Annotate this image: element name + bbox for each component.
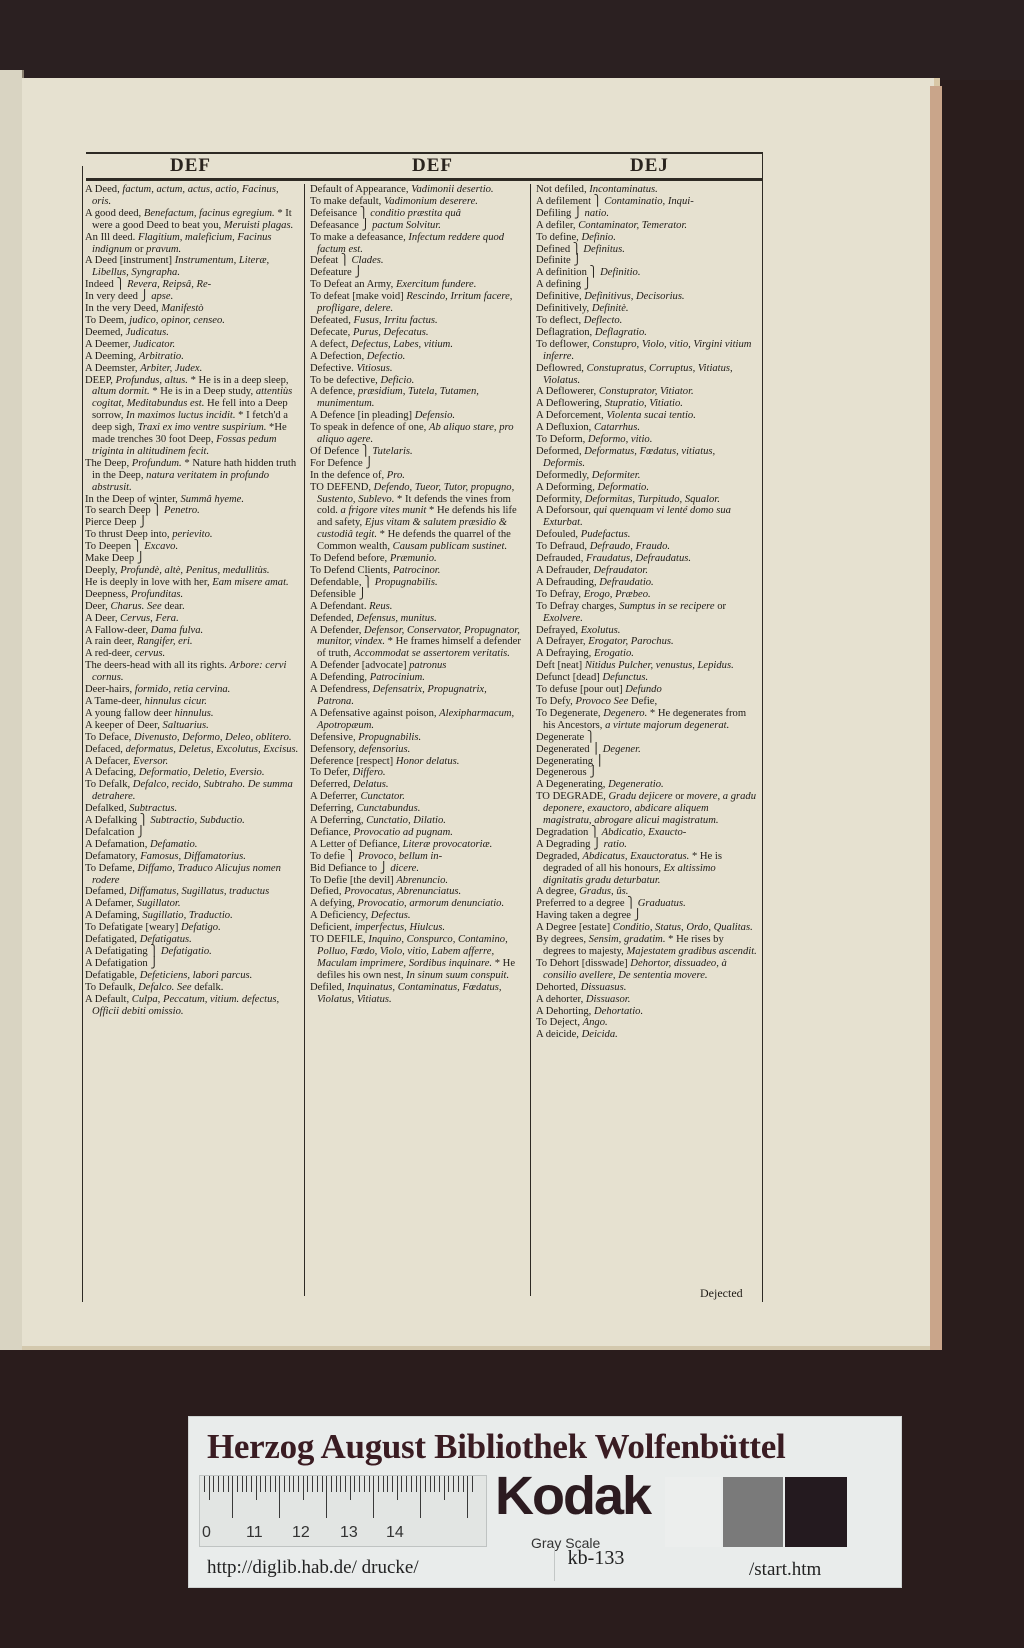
dictionary-entry: Deficient, imperfectus, Hiulcus.: [310, 922, 446, 934]
dictionary-entry: Defrayed, Exolutus.: [536, 624, 621, 636]
ruler-tick: [312, 1476, 313, 1492]
dictionary-entry: To defie ⎫ Provoco, bellum in-: [310, 850, 443, 862]
dictionary-entry: A Defatigating ⎫ Defatigatio.: [85, 946, 212, 957]
dictionary-entry: To Defatigate [weary] Defatigo.: [85, 922, 221, 934]
ruler-tick: [213, 1476, 214, 1492]
dictionary-entry: TO DEFEND, Defendo, Tueor, Tutor, propugno, Sustento, Sublevo. * It defends the vines from cold. a frigore vites munit * He defends his life and safety, Ejus vitam & salutem præsidio & custodiâ tegit. * He defends the quarrel of the Common wealth, Causam publicam sustinet.: [310, 481, 517, 553]
dictionary-entry: Defouled, Pudefactus.: [536, 529, 631, 541]
dictionary-entry: A Degenerating, Degeneratio.: [536, 779, 664, 791]
ruler-tick: [336, 1476, 337, 1492]
dictionary-entry: Defeated, Fusus, Irritu factus.: [310, 314, 438, 326]
dictionary-entry: A good deed, Benefactum, facinus egregium. * It were a good Deed to beat you, Meruisti plagas.: [85, 207, 294, 231]
dictionary-entry: A definition ⎫ Definitio.: [536, 267, 641, 279]
dictionary-entry: Of Defence ⎫ Tutelaris.: [310, 445, 413, 457]
dictionary-entry: Degenerous ⎭: [536, 767, 598, 779]
ruler-tick: [411, 1476, 412, 1492]
dictionary-entry: A Defendant. Reus.: [310, 600, 393, 612]
dictionary-entry: In the Deep of winter, Summâ hyeme.: [85, 493, 245, 505]
dictionary-entry: To Deject, Ango.: [536, 1017, 608, 1029]
dictionary-entry: A Defender [advocate] patronus: [310, 660, 447, 672]
dictionary-entry: Defaced, deformatus, Deletus, Excolutus, Excisus.: [85, 743, 299, 755]
dictionary-entry: Defalked, Subtractus.: [85, 803, 178, 815]
ruler-tick: [289, 1476, 290, 1492]
dictionary-entry: Defeature ⎭: [310, 267, 363, 279]
dictionary-entry: A Deemer, Judicator.: [85, 338, 176, 350]
dictionary-entry: Definitive, Definitivus, Decisorius.: [536, 291, 685, 303]
dictionary-entry: Defended, Defensus, munitus.: [310, 612, 437, 624]
dictionary-entry: Deft [neat] Nitidus Pulcher, venustus, Lepidus.: [536, 660, 734, 672]
dictionary-entry: To make a defeasance, Infectum reddere quod factum est.: [310, 231, 505, 255]
dictionary-entry: A Degrading ⎭ ratio.: [536, 838, 627, 850]
dictionary-entry: Defalcation ⎭: [85, 826, 146, 838]
ruler-tick: [453, 1476, 454, 1492]
dictionary-entry: A Default, Culpa, Peccatum, vitium. defectus, Officii debiti omissio.: [85, 993, 280, 1017]
ruler-tick: [467, 1476, 468, 1518]
dictionary-entry: A Deflowering, Stupratio, Vitiatio.: [536, 398, 683, 410]
ruler-tick: [307, 1476, 308, 1492]
dictionary-entry: A defiler, Contaminator, Temerator.: [536, 219, 688, 231]
dictionary-entry: To defuse [pour out] Defundo: [536, 684, 662, 696]
dictionary-entry: To Defend Clients, Patrocinor.: [310, 565, 441, 576]
ruler-tick: [420, 1476, 421, 1518]
dictionary-entry: A Tame-deer, hinnulus cicur.: [85, 695, 207, 707]
dictionary-entry: To make default, Vadimonium deserere.: [310, 195, 478, 207]
dictionary-entry: A Deflowerer, Constuprator, Vitiator.: [536, 386, 694, 398]
ruler-tick: [279, 1476, 280, 1518]
dictionary-entry: A deicide, Deicida.: [536, 1029, 618, 1041]
dictionary-entry: A Dehorting, Dehortatio.: [536, 1005, 644, 1017]
dictionary-entry: To Defaulk, Defalco. See defalk.: [85, 981, 224, 993]
ruler-label: 12: [292, 1524, 310, 1541]
dictionary-entry: Defiled, Inquinatus, Contaminatus, Fœdatus, Violatus, Vitiatus.: [310, 981, 502, 1005]
dictionary-entry: A Deficiency, Defectus.: [310, 910, 411, 922]
dictionary-entry: A Defamation, Defamatio.: [85, 838, 198, 850]
ruler-tick: [373, 1476, 374, 1518]
ruler-tick: [322, 1476, 323, 1492]
dictionary-entry: Deformed, Deformatus, Fœdatus, vitiatus, Deformis.: [536, 445, 716, 469]
dictionary-entry: In the very Deed, Manifestò: [85, 303, 204, 315]
ruler-tick: [298, 1476, 299, 1492]
dictionary-entry: Degenerate ⎫: [536, 731, 595, 743]
kodak-logo: Kodak: [495, 1466, 651, 1526]
dictionary-entry: A Defacer, Eversor.: [85, 755, 169, 767]
dictionary-entry: Degenerated ⎪ Degener.: [536, 743, 641, 755]
column-rule-right: [762, 152, 763, 1302]
dictionary-entry: Defrauded, Fraudatus, Defraudatus.: [536, 553, 692, 565]
dictionary-entry: A Deferrer, Cunctator.: [310, 791, 405, 803]
dictionary-entry: To defeat [make void] Rescindo, Irritum facere, profligare, delere.: [310, 291, 513, 315]
shelfmark: kb-133: [554, 1547, 637, 1581]
ruler-tick: [237, 1476, 238, 1492]
ruler-tick: [458, 1476, 459, 1492]
ruler-tick: [209, 1476, 210, 1500]
ruler-tick: [345, 1476, 346, 1492]
ruler-tick: [232, 1476, 233, 1518]
dictionary-entry: Defatigable, Defeticiens, labori parcus.: [85, 969, 253, 981]
dictionary-entry: A Defrauder, Defraudator.: [536, 565, 648, 576]
dictionary-entry: Make Deep ⎭: [85, 553, 145, 565]
dictionary-entry: Degenerating ⎪: [536, 755, 604, 767]
dictionary-entry: Default of Appearance, Vadimonii desertio.: [310, 184, 494, 195]
ruler-label: 13: [340, 1524, 358, 1541]
ruler-tick: [228, 1476, 229, 1492]
dictionary-entry: A defence, præsidium, Tutela, Tutamen, munimentum.: [310, 386, 479, 410]
dictionary-entry: To Defame, Diffamo, Traduco Alicujus nomen rodere: [85, 862, 281, 886]
dictionary-entry: In the defence of, Pro.: [310, 469, 405, 481]
dictionary-entry: A Defacing, Deformatio, Deletio, Eversio.: [85, 767, 265, 779]
dictionary-entry: A Defrayer, Erogator, Parochus.: [536, 636, 674, 648]
ruler-tick: [218, 1476, 219, 1492]
library-target-card: [188, 1416, 902, 1588]
ruler-tick: [463, 1476, 464, 1492]
dictionary-entry: An Ill deed. Flagitium, maleficium, Facinus indignum or pravum.: [85, 231, 272, 255]
gray-patch-white: [665, 1477, 721, 1547]
dictionary-entry: Deeply, Profundè, altè, Penitus, medullitùs.: [85, 565, 270, 576]
dictionary-entry: In very deed ⎭ apse.: [85, 291, 174, 303]
dictionary-entry: A Degree [estate] Conditio, Status, Ordo, Qualitas.: [536, 922, 753, 934]
dictionary-text-block: [82, 152, 762, 1302]
dictionary-entry: Dehorted, Dissuasus.: [536, 981, 627, 993]
dictionary-entry: Defied, Provocatus, Abrenunciatus.: [310, 886, 462, 898]
dictionary-entry: A defining ⎭: [536, 279, 592, 291]
dictionary-entry: A Deed, factum, actum, actus, actio, Facinus, oris.: [85, 184, 279, 207]
column-3: [536, 184, 758, 1041]
dictionary-entry: A Deer, Cervus, Fera.: [85, 612, 179, 624]
ruler-label: 11: [246, 1524, 263, 1541]
dictionary-entry: To Deem, judico, opinor, censeo.: [85, 314, 225, 326]
dictionary-entry: A Deforming, Deformatio.: [536, 481, 649, 493]
running-header-right: DEJ: [630, 155, 669, 176]
ruler-label: 0: [202, 1524, 211, 1541]
dictionary-entry: Definite ⎭: [536, 255, 582, 267]
dictionary-entry: To Defray charges, Sumptus in se recipere or Exolvere.: [536, 600, 727, 624]
dictionary-entry: Deflagration, Deflagratio.: [536, 326, 647, 338]
dictionary-entry: To search Deep ⎫ Penetro.: [85, 505, 200, 517]
dictionary-entry: To Defeat an Army, Exercitum fundere.: [310, 279, 477, 291]
column-1: [85, 184, 299, 1017]
ruler-tick: [369, 1476, 370, 1492]
dictionary-entry: Having taken a degree ⎭: [536, 910, 642, 922]
dictionary-entry: To Degenerate, Degenero. * He degenerates from his Ancestors, a virtute majorum degenerat.: [536, 707, 747, 731]
ruler-tick: [383, 1476, 384, 1492]
dictionary-entry: Pierce Deep ⎭: [85, 517, 148, 529]
measurement-ruler: [199, 1475, 487, 1547]
ruler-tick: [425, 1476, 426, 1492]
dictionary-entry: Defecate, Purus, Defecatus.: [310, 326, 429, 338]
dictionary-entry: A degree, Gradus, ûs.: [536, 886, 629, 898]
dictionary-entry: A Deeming, Arbitratio.: [85, 350, 184, 362]
header-rule: [86, 178, 762, 181]
dictionary-entry: Defined ⎫ Definitus.: [536, 243, 625, 255]
dictionary-entry: A Deforsour, qui quenquam vi lenté domo sua Exturbat.: [536, 505, 731, 529]
ruler-tick: [406, 1476, 407, 1492]
top-rule: [86, 152, 762, 154]
ruler-tick: [430, 1476, 431, 1492]
dictionary-entry: To define, Definio.: [536, 231, 616, 243]
dictionary-entry: A Defending, Patrocinium.: [310, 672, 425, 684]
ruler-tick: [251, 1476, 252, 1492]
dictionary-entry: Degraded, Abdicatus, Exauctoratus. * He is degraded of all his honours, Ex altissimo dignitatis gradu deturbatur.: [536, 850, 722, 886]
ruler-tick: [378, 1476, 379, 1492]
dictionary-entry: Defective. Vitiosus.: [310, 362, 393, 374]
dictionary-entry: To speak in defence of one, Ab aliquo stare, pro aliquo agere.: [310, 422, 514, 446]
dictionary-entry: Deflowred, Constupratus, Corruptus, Vitiatus, Violatus.: [536, 362, 733, 386]
dictionary-entry: A Deemster, Arbiter, Judex.: [85, 362, 203, 374]
dictionary-entry: Defiling ⎭ natio.: [536, 207, 609, 219]
dictionary-entry: Deer, Charus. See dear.: [85, 600, 185, 612]
dictionary-entry: The deers-head with all its rights. Arbore: cervi cornus.: [85, 660, 287, 684]
dictionary-entry: Deferred, Delatus.: [310, 779, 389, 791]
column-rule-1: [304, 184, 305, 1296]
ruler-tick: [275, 1476, 276, 1492]
dictionary-entry: TO DEGRADE, Gradu dejicere or movere, a gradu deponere, exauctoro, abdicare aliquem magistratu, abrogare alicui magistratum.: [536, 791, 757, 827]
dictionary-entry: Deformedly, Deformiter.: [536, 469, 641, 481]
dictionary-entry: To Defray, Erogo, Præbeo.: [536, 588, 651, 600]
dictionary-entry: A defying, Provocatio, armorum denunciatio.: [310, 898, 505, 910]
dictionary-entry: A dehorter, Dissuasor.: [536, 993, 631, 1005]
ruler-tick: [293, 1476, 294, 1492]
dictionary-entry: A Deferring, Cunctatio, Dilatio.: [310, 815, 446, 827]
dictionary-entry: A Defence [in pleading] Defensio.: [310, 410, 456, 422]
dictionary-entry: A defect, Defectus, Labes, vitium.: [310, 338, 453, 350]
running-header-left: DEF: [170, 155, 211, 176]
ruler-tick: [340, 1476, 341, 1492]
dictionary-entry: A Defender, Defensor, Conservator, Propugnator, munitor, vindex. * He frames himself a defender of truth, Accommodat se assertorem veritatis.: [310, 624, 521, 660]
url-suffix: /start.htm: [749, 1559, 822, 1580]
dictionary-entry: To deflower, Constupro, Violo, vitio, Virgini vitium inferre.: [536, 338, 752, 362]
ruler-tick: [246, 1476, 247, 1492]
ruler-tick: [397, 1476, 398, 1500]
dictionary-entry: Not defiled, Incontaminatus.: [536, 184, 658, 195]
facing-page-edge: [0, 70, 24, 1360]
dictionary-entry: A Defrauding, Defraudatio.: [536, 576, 654, 588]
ruler-tick: [223, 1476, 224, 1492]
dictionary-entry: DEEP, Profundus, altus. * He is in a deep sleep, altum dormit. * He is in a Deep study, attentiùs cogitat, Meditabundus est. He fell into a Deep sorrow, In maximos luctus incidit. * I fetch'd a deep sigh, Traxi ex imo ventre suspirium. *He made trenches 30 foot Deep, Fossas pedum triginta in altitudinem fecit.: [85, 374, 293, 457]
ruler-tick: [317, 1476, 318, 1492]
dictionary-entry: To Dehort [disswade] Dehortor, dissuadeo, à consilio avellere, De sententia movere.: [536, 957, 727, 981]
catchword: Dejected: [700, 1286, 743, 1300]
dictionary-entry: A Defendress, Defensatrix, Propugnatrix, Patrona.: [310, 684, 487, 707]
ruler-tick: [392, 1476, 393, 1492]
ruler-tick: [364, 1476, 365, 1492]
dictionary-entry: Defensible ⎭: [310, 588, 367, 600]
column-2: [310, 184, 526, 1006]
ruler-tick: [472, 1476, 473, 1492]
dictionary-entry: To Deface, Divenusto, Deformo, Deleo, oblitero.: [85, 731, 292, 743]
ruler-tick: [284, 1476, 285, 1492]
dictionary-entry: A Deed [instrument] Instrumentum, Literæ, Libellus, Syngrapha.: [85, 255, 270, 279]
dictionary-entry: A defilement ⎫ Contaminatio, Inqui-: [536, 195, 694, 207]
dictionary-entry: A Defaming, Sugillatio, Traductio.: [85, 910, 233, 922]
dictionary-entry: Defatigated, Defatigatus.: [85, 934, 192, 946]
dictionary-entry: Deer-hairs, formido, retia cervina.: [85, 684, 231, 696]
dictionary-entry: Indeed ⎫ Revera, Reipsâ, Re-: [85, 279, 212, 291]
dictionary-entry: A Defensative against poison, Alexipharmacum, Apotropæum.: [310, 707, 515, 731]
dictionary-entry: Defiance, Provocatio ad pugnam.: [310, 826, 453, 838]
dictionary-entry: To Defy, Provoco See Defie,: [536, 695, 658, 707]
ruler-tick: [448, 1476, 449, 1492]
gray-patch-black: [785, 1477, 847, 1547]
dictionary-entry: Defunct [dead] Defunctus.: [536, 672, 649, 684]
library-name: Herzog August Bibliothek Wolfenbüttel: [207, 1427, 786, 1466]
dictionary-entry: He is deeply in love with her, Eam misere amat.: [85, 576, 289, 588]
ruler-tick: [260, 1476, 261, 1492]
ruler-tick: [439, 1476, 440, 1492]
dictionary-entry: A Fallow-deer, Dama fulva.: [85, 624, 204, 636]
page-edge-right: [930, 86, 942, 1350]
dictionary-entry: Defensory, defensorius.: [310, 743, 411, 755]
dictionary-entry: To thrust Deep into, perievito.: [85, 529, 213, 541]
dictionary-entry: Preferred to a degree ⎫ Graduatus.: [536, 898, 686, 910]
dictionary-entry: Defamatory, Famosus, Diffamatorius.: [85, 850, 246, 862]
ruler-tick: [326, 1476, 327, 1518]
dictionary-entry: A Letter of Defiance, Literæ provocatoriæ.: [310, 838, 493, 850]
dictionary-entry: A young fallow deer hinnulus.: [85, 707, 214, 719]
dictionary-entry: To Deform, Deformo, vitio.: [536, 434, 653, 446]
dictionary-entry: To Defer, Differo.: [310, 767, 386, 779]
dictionary-entry: To Deepen ⎫ Excavo.: [85, 541, 179, 553]
dictionary-entry: Definitively, Definitè.: [536, 303, 629, 315]
dictionary-entry: By degrees, Sensim, gradatim. * He rises by degrees to majesty, Majestatem gradibus ascendit.: [536, 934, 757, 957]
dictionary-entry: Deemed, Judicatus.: [85, 326, 169, 338]
ruler-tick: [444, 1476, 445, 1500]
scanner-background-top: [0, 0, 1024, 80]
dictionary-entry: A Defluxion, Catarrhus.: [536, 422, 640, 434]
gray-patch-mid: [723, 1477, 783, 1547]
ruler-tick: [265, 1476, 266, 1492]
ruler-tick: [359, 1476, 360, 1492]
dictionary-entry: TO DEFILE, Inquino, Conspurco, Contamino, Polluo, Fœdo, Violo, vitio, Labem afferre, Maculam imprimere, Sordibus inquinare. * He defiles his own nest, In sinum suum conspuit.: [310, 934, 516, 981]
ruler-tick: [270, 1476, 271, 1492]
running-header-center: DEF: [412, 155, 453, 176]
dictionary-entry: To be defective, Deficio.: [310, 374, 415, 386]
dictionary-entry: Bid Defiance to ⎭ dicere.: [310, 862, 420, 874]
dictionary-entry: Degradation ⎫ Abdicatio, Exaucto-: [536, 826, 687, 838]
dictionary-entry: A Deforcement, Violenta sucai tentio.: [536, 410, 696, 422]
ruler-tick: [387, 1476, 388, 1492]
dictionary-entry: Defeasance ⎭ pactum Solvitur.: [310, 219, 441, 231]
dictionary-entry: Deformity, Deformitas, Turpitudo, Squalor.: [536, 493, 720, 505]
dictionary-entry: For Defence ⎭: [310, 457, 374, 469]
dictionary-entry: Deference [respect] Honor delatus.: [310, 755, 460, 767]
dictionary-entry: To Defalk, Defalco, recido, Subtraho. De summa detrahere.: [85, 779, 293, 803]
dictionary-entry: A Defraying, Erogatio.: [536, 648, 634, 660]
ruler-tick: [242, 1476, 243, 1492]
dictionary-entry: Defeisance ⎫ conditio præstita quâ: [310, 207, 461, 219]
dictionary-entry: A Defamer, Sugillator.: [85, 898, 181, 910]
ruler-tick: [204, 1476, 205, 1492]
dictionary-entry: A red-deer, cervus.: [85, 648, 166, 660]
dictionary-entry: A keeper of Deer, Saltuarius.: [85, 719, 209, 731]
gray-scale-label: Gray Scale: [531, 1535, 601, 1551]
dictionary-entry: To deflect, Deflecto.: [536, 314, 623, 326]
dictionary-entry: The Deep, Profundum. * Nature hath hidden truth in the Deep, natura veritatem in profundo abstrusit.: [85, 457, 297, 493]
dictionary-entry: Deepness, Profunditas.: [85, 588, 184, 600]
dictionary-entry: Defeat ⎫ Clades.: [310, 255, 384, 267]
dictionary-entry: To Defraud, Defraudo, Fraudo.: [536, 541, 671, 553]
ruler-tick: [303, 1476, 304, 1500]
dictionary-entry: Defendable, ⎫ Propugnabilis.: [310, 576, 438, 588]
digital-library-url: http://diglib.hab.de/ drucke/: [207, 1557, 419, 1578]
dictionary-entry: Deferring, Cunctabundus.: [310, 803, 421, 815]
dictionary-entry: Defamed, Diffamatus, Sugillatus, traductus: [85, 886, 270, 898]
dictionary-entry: A Defatigation ⎭: [85, 957, 159, 969]
dictionary-entry: To Defend before, Præmunio.: [310, 553, 437, 565]
running-headers: [82, 155, 762, 177]
ruler-tick: [256, 1476, 257, 1500]
dictionary-entry: To Defie [the devil] Abrenuncio.: [310, 874, 449, 886]
ruler-tick: [401, 1476, 402, 1492]
ruler-label: 14: [386, 1524, 404, 1541]
column-rule-2: [530, 184, 531, 1296]
dictionary-entry: A Defection, Defectio.: [310, 350, 406, 362]
ruler-tick: [331, 1476, 332, 1492]
ruler-tick: [350, 1476, 351, 1500]
column-rule-left: [82, 166, 83, 1302]
ruler-tick: [416, 1476, 417, 1492]
dictionary-entry: A Defalking ⎫ Subtractio, Subductio.: [85, 815, 245, 827]
dictionary-entry: A rain deer, Rangifer, eri.: [85, 636, 193, 648]
ruler-tick: [434, 1476, 435, 1492]
dictionary-entry: Defensive, Propugnabilis.: [310, 731, 422, 743]
ruler-tick: [354, 1476, 355, 1492]
